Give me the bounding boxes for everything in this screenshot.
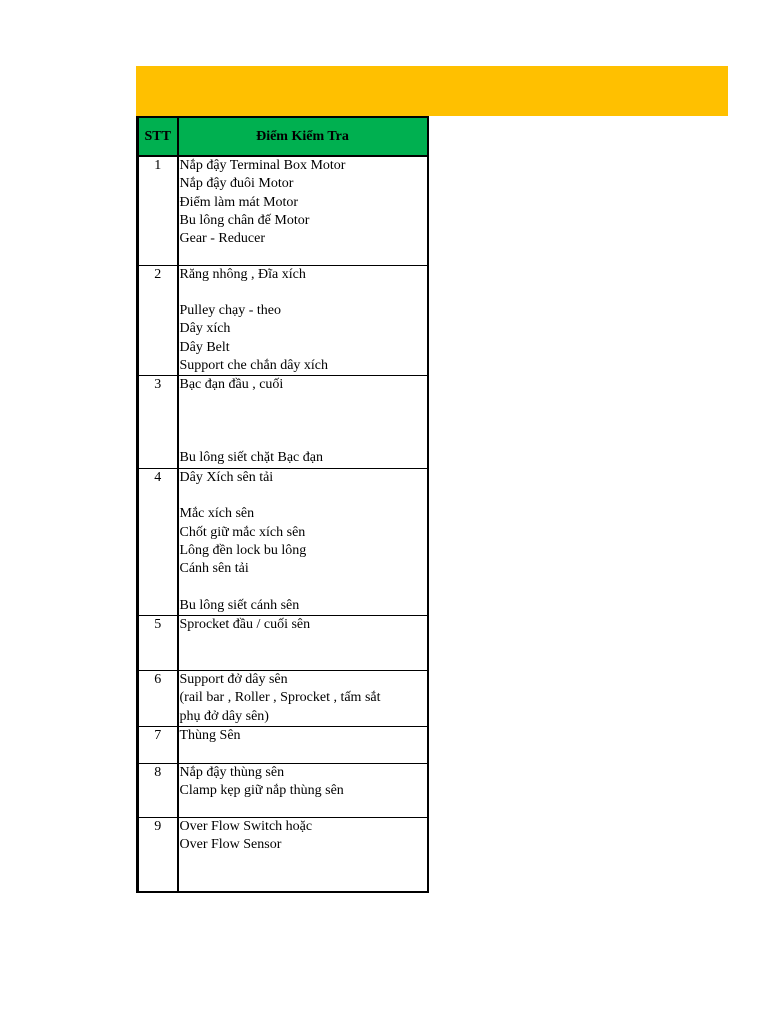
inspection-point-line: Dây Xích sên tải [179,469,274,485]
inspection-point-line: Clamp kẹp giữ nắp thùng sên [179,783,344,799]
table-row [138,671,428,727]
inspection-point-cell [178,764,428,818]
inspection-point-line [180,413,427,431]
inspection-point-line: Dây Belt [179,339,230,355]
table-row [138,727,428,764]
inspection-point-line [180,395,427,413]
inspection-point-cell [178,818,428,892]
row-number: 2 [138,265,178,376]
inspection-point-line: Over Flow Switch hoặc [179,819,313,835]
inspection-point-line: Điểm làm mát Motor [179,194,299,210]
inspection-point-line: Nắp đậy thùng sên [179,765,285,781]
inspection-point-line [180,579,427,597]
inspection-point-line: Pulley chạy - theo [179,303,281,319]
inspection-point-cell [178,156,428,265]
inspection-point-line: Nắp đậy đuôi Motor [179,176,294,192]
inspection-point-line: Chốt giữ mắc xích sên [179,524,306,540]
inspection-point-line: Mắc xích sên [179,506,255,522]
row-number: 7 [138,727,178,764]
table-row [138,376,428,468]
row-number: 6 [138,671,178,727]
inspection-point-line: Sprocket đầu / cuối sên [179,617,311,633]
inspection-point-cell [178,727,428,764]
inspection-point-cell [178,265,428,376]
header-inspection-point: Điểm Kiểm Tra [178,117,428,156]
inspection-point-line: (rail bar , Roller , Sprocket , tấm sắt [179,690,381,706]
table-row [138,156,428,265]
inspection-point-line: Thùng Sên [179,728,241,744]
table-row [138,818,428,892]
inspection-point-line [180,284,427,302]
row-number: 3 [138,376,178,468]
checklist-table [136,116,429,893]
row-number: 5 [138,616,178,671]
row-number: 1 [138,156,178,265]
inspection-point-line: Dây xích [179,321,231,337]
inspection-point-cell [178,468,428,615]
inspection-point-line: Lông đền lock bu lông [179,542,307,558]
inspection-point-line: Nắp đậy Terminal Box Motor [179,158,346,173]
inspection-point-line: phụ đở dây sên) [179,708,269,724]
title-band [136,66,728,116]
table-row [138,616,428,671]
inspection-point-line: Bu lông siết chặt Bạc đạn [179,450,323,466]
inspection-point-line: Gear - Reducer [179,231,266,247]
inspection-point-line [180,487,427,505]
inspection-point-line: Bu lông chân đế Motor [179,212,310,228]
inspection-point-line: Over Flow Sensor [179,837,282,853]
inspection-point-cell [178,671,428,727]
inspection-point-line: Support đở dây sên [179,672,288,688]
table-row [138,265,428,376]
row-number: 9 [138,818,178,892]
inspection-point-line: Bạc đạn đầu , cuối [179,377,284,393]
inspection-point-cell [178,616,428,671]
table-row [138,468,428,615]
inspection-point-line [180,431,427,449]
row-number: 4 [138,468,178,615]
inspection-point-cell [178,376,428,468]
inspection-point-line: Răng nhông , Đĩa xích [179,266,306,282]
row-number: 8 [138,764,178,818]
inspection-point-line: Bu lông siết cánh sên [179,597,300,613]
inspection-point-line: Cánh sên tải [179,561,249,577]
header-row [138,117,428,156]
table-row [138,764,428,818]
checklist-sheet [136,116,426,893]
header-stt: STT [138,117,178,156]
inspection-point-line: Support che chắn dây xích [179,357,329,373]
